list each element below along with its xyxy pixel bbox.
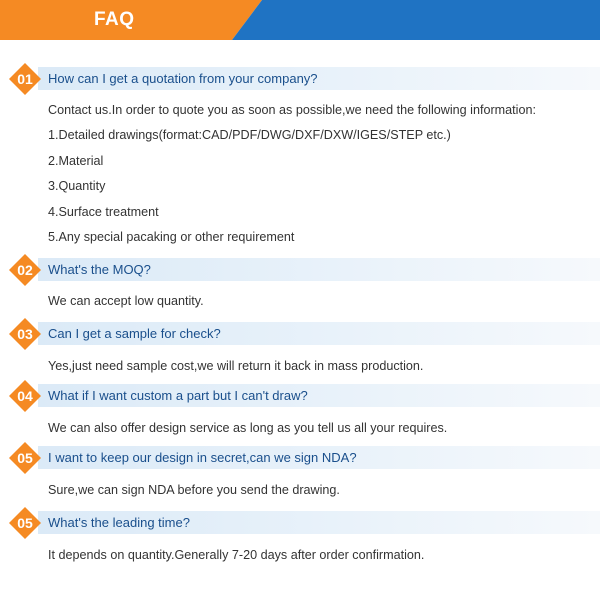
question-text: What's the leading time? (48, 515, 190, 530)
question-row (0, 511, 600, 534)
question-row (0, 446, 600, 469)
question-row (0, 67, 600, 90)
question-row (0, 322, 600, 345)
faq-item (0, 511, 600, 534)
banner-background (0, 0, 600, 40)
question-text: Can I get a sample for check? (48, 326, 221, 341)
badge-number: 03 (17, 326, 33, 342)
number-badge (8, 441, 42, 475)
question-row (0, 384, 600, 407)
page-title: FAQ (94, 9, 135, 30)
badge-number: 02 (17, 262, 33, 278)
answer-line: 2.Material (48, 154, 104, 168)
question-text: What's the MOQ? (48, 262, 151, 277)
faq-banner (0, 0, 600, 40)
answer-line: We can also offer design service as long as you tell us all your requires. (48, 421, 448, 435)
answer-line: 3.Quantity (48, 179, 106, 193)
question-text: How can I get a quotation from your company? (48, 71, 318, 86)
answer-line: Sure,we can sign NDA before you send the drawing. (48, 483, 340, 497)
number-badge (8, 379, 42, 413)
number-badge (8, 317, 42, 351)
question-text: What if I want custom a part but I can't draw? (48, 388, 308, 403)
badge-number: 04 (17, 388, 33, 404)
badge-number: 05 (17, 450, 33, 466)
faq-item (0, 384, 600, 407)
question-row (0, 258, 600, 281)
answer-line: It depends on quantity.Generally 7-20 days after order confirmation. (48, 548, 425, 562)
number-badge (8, 62, 42, 96)
answer-line: 4.Surface treatment (48, 205, 159, 219)
faq-item (0, 258, 600, 281)
faq-item (0, 322, 600, 345)
badge-number: 05 (17, 515, 33, 531)
answer-line: We can accept low quantity. (48, 294, 204, 308)
number-badge (8, 506, 42, 540)
question-text: I want to keep our design in secret,can we sign NDA? (48, 450, 357, 465)
answer-line: 1.Detailed drawings(format:CAD/PDF/DWG/DXF/DXW/IGES/STEP etc.) (48, 128, 451, 142)
answer-line: Contact us.In order to quote you as soon as possible,we need the following information: (48, 103, 536, 117)
badge-number: 01 (17, 71, 33, 87)
number-badge (8, 253, 42, 287)
answer-line: 5.Any special pacaking or other requirement (48, 230, 295, 244)
faq-item (0, 67, 600, 90)
faq-item (0, 446, 600, 469)
answer-line: Yes,just need sample cost,we will return it back in mass production. (48, 359, 424, 373)
